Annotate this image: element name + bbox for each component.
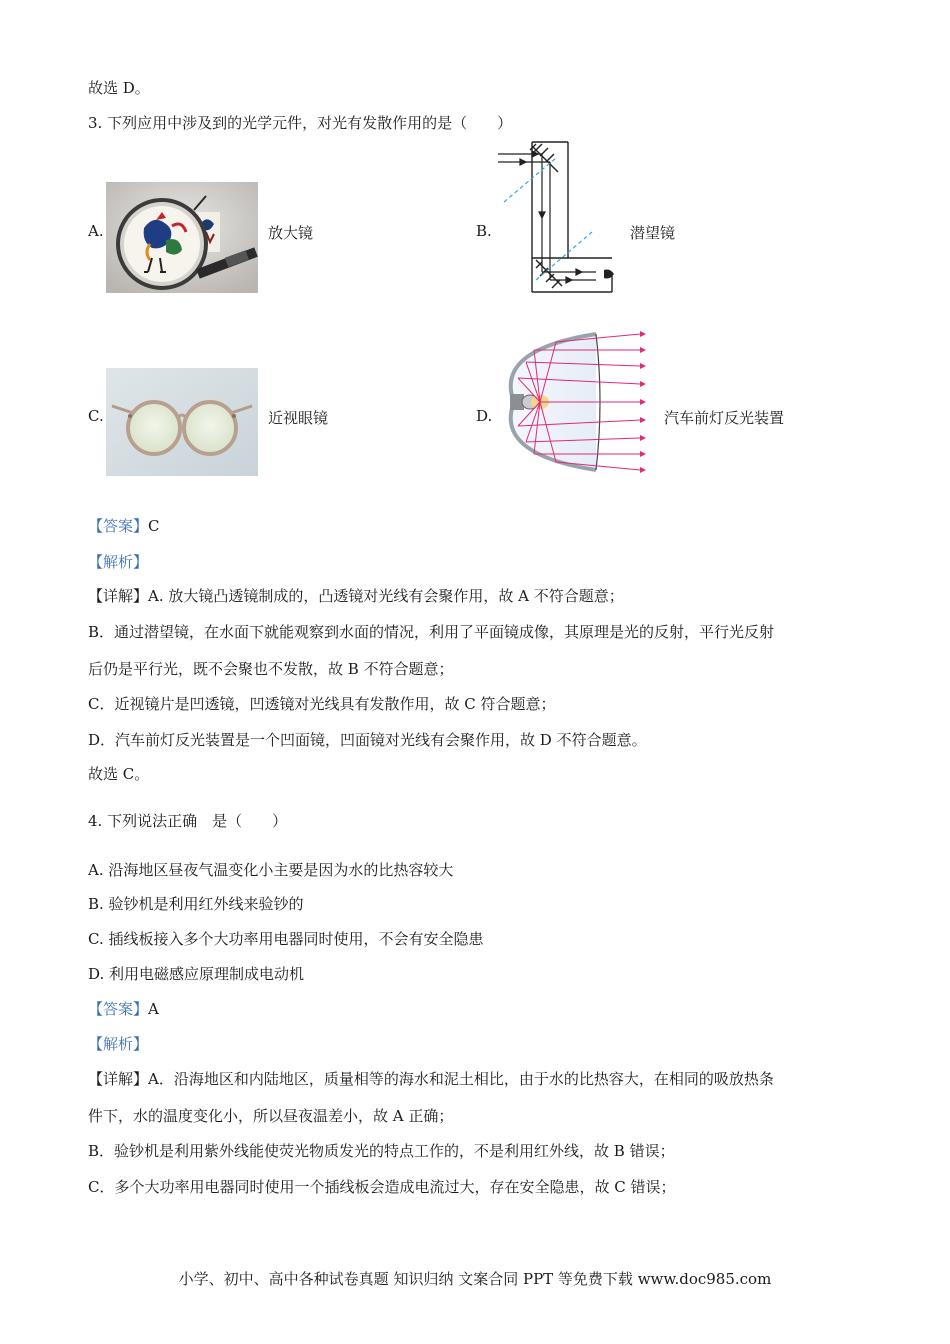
q3-explanation-c: C．近视镜片是凹透镜，凹透镜对光线具有发散作用，故 C 符合题意； bbox=[88, 695, 556, 713]
page-footer: 小学、初中、高中各种试卷真题 知识归纳 文案合同 PPT 等免费下载 www.doc985.com bbox=[178, 1270, 772, 1288]
answer-value: A bbox=[148, 1000, 159, 1018]
q4-analysis-tag bbox=[88, 1034, 148, 1054]
q4-explanation-a1-text: A．沿海地区和内陆地区，质量相等的海水和泥土相比，由于水的比热容大，在相同的吸放热条 bbox=[148, 1070, 774, 1088]
q3-option-d-letter: D. bbox=[476, 407, 493, 425]
prev-conclusion: 故选 D。 bbox=[88, 79, 150, 97]
q4-option-d: D. 利用电磁感应原理制成电动机 bbox=[88, 965, 305, 983]
q4-explanation-a1 bbox=[88, 1069, 774, 1089]
detail-tag: 【详解】 bbox=[88, 1070, 149, 1088]
magnifier-image bbox=[106, 182, 258, 293]
q3-explanation-b1: B．通过潜望镜，在水面下就能观察到水面的情况，利用了平面镜成像，其原理是光的反射，平行光反射 bbox=[88, 623, 775, 641]
q4-stem: 4. 下列说法正确 是（ ） bbox=[88, 812, 288, 830]
q4-answer bbox=[88, 999, 159, 1019]
answer-value: C bbox=[148, 517, 160, 535]
answer-tag: 【答案】 bbox=[88, 1000, 149, 1018]
analysis-tag: 【解析】 bbox=[88, 1035, 149, 1053]
answer-tag: 【答案】 bbox=[88, 517, 149, 535]
detail-tag: 【详解】 bbox=[88, 587, 149, 605]
periscope-diagram bbox=[496, 140, 624, 296]
q3-analysis-tag bbox=[88, 552, 148, 572]
q3-explanation-a-text: A. 放大镜凸透镜制成的，凸透镜对光线有会聚作用，故 A 不符合题意； bbox=[148, 587, 624, 605]
q3-stem: 3. 下列应用中涉及到的光学元件，对光有发散作用的是（ ） bbox=[88, 114, 513, 132]
q3-option-b-caption: 潜望镜 bbox=[630, 224, 676, 242]
q4-option-b: B. 验钞机是利用红外线来验钞的 bbox=[88, 895, 304, 913]
q3-explanation-d: D．汽车前灯反光装置是一个凹面镜，凹面镜对光线有会聚作用，故 D 不符合题意。 bbox=[88, 731, 647, 749]
q4-option-c: C. 插线板接入多个大功率用电器同时使用，不会有安全隐患 bbox=[88, 930, 484, 948]
q3-option-a-caption: 放大镜 bbox=[268, 224, 314, 242]
analysis-tag: 【解析】 bbox=[88, 553, 149, 571]
q4-explanation-c: C．多个大功率用电器同时使用一个插线板会造成电流过大，存在安全隐患，故 C 错误； bbox=[88, 1178, 676, 1196]
q3-option-d-caption: 汽车前灯反光装置 bbox=[664, 409, 785, 427]
q3-explanation-b2: 后仍是平行光，既不会聚也不发散，故 B 不符合题意； bbox=[88, 660, 454, 678]
q3-option-c-caption: 近视眼镜 bbox=[268, 409, 329, 427]
q3-option-c-letter: C. bbox=[88, 407, 104, 425]
q4-explanation-b: B．验钞机是利用紫外线能使荧光物质发光的特点工作的，不是利用红外线，故 B 错误； bbox=[88, 1142, 675, 1160]
headlight-reflector-diagram bbox=[500, 328, 656, 476]
q3-answer bbox=[88, 516, 160, 536]
q3-conclusion: 故选 C。 bbox=[88, 765, 150, 783]
q3-explanation-a bbox=[88, 586, 624, 606]
q3-option-b-letter: B. bbox=[476, 222, 492, 240]
glasses-image bbox=[106, 368, 258, 476]
q4-option-a: A. 沿海地区昼夜气温变化小主要是因为水的比热容较大 bbox=[88, 861, 454, 879]
q3-option-a-letter: A. bbox=[88, 222, 104, 240]
q4-explanation-a2: 件下，水的温度变化小，所以昼夜温差小，故 A 正确； bbox=[88, 1107, 454, 1125]
